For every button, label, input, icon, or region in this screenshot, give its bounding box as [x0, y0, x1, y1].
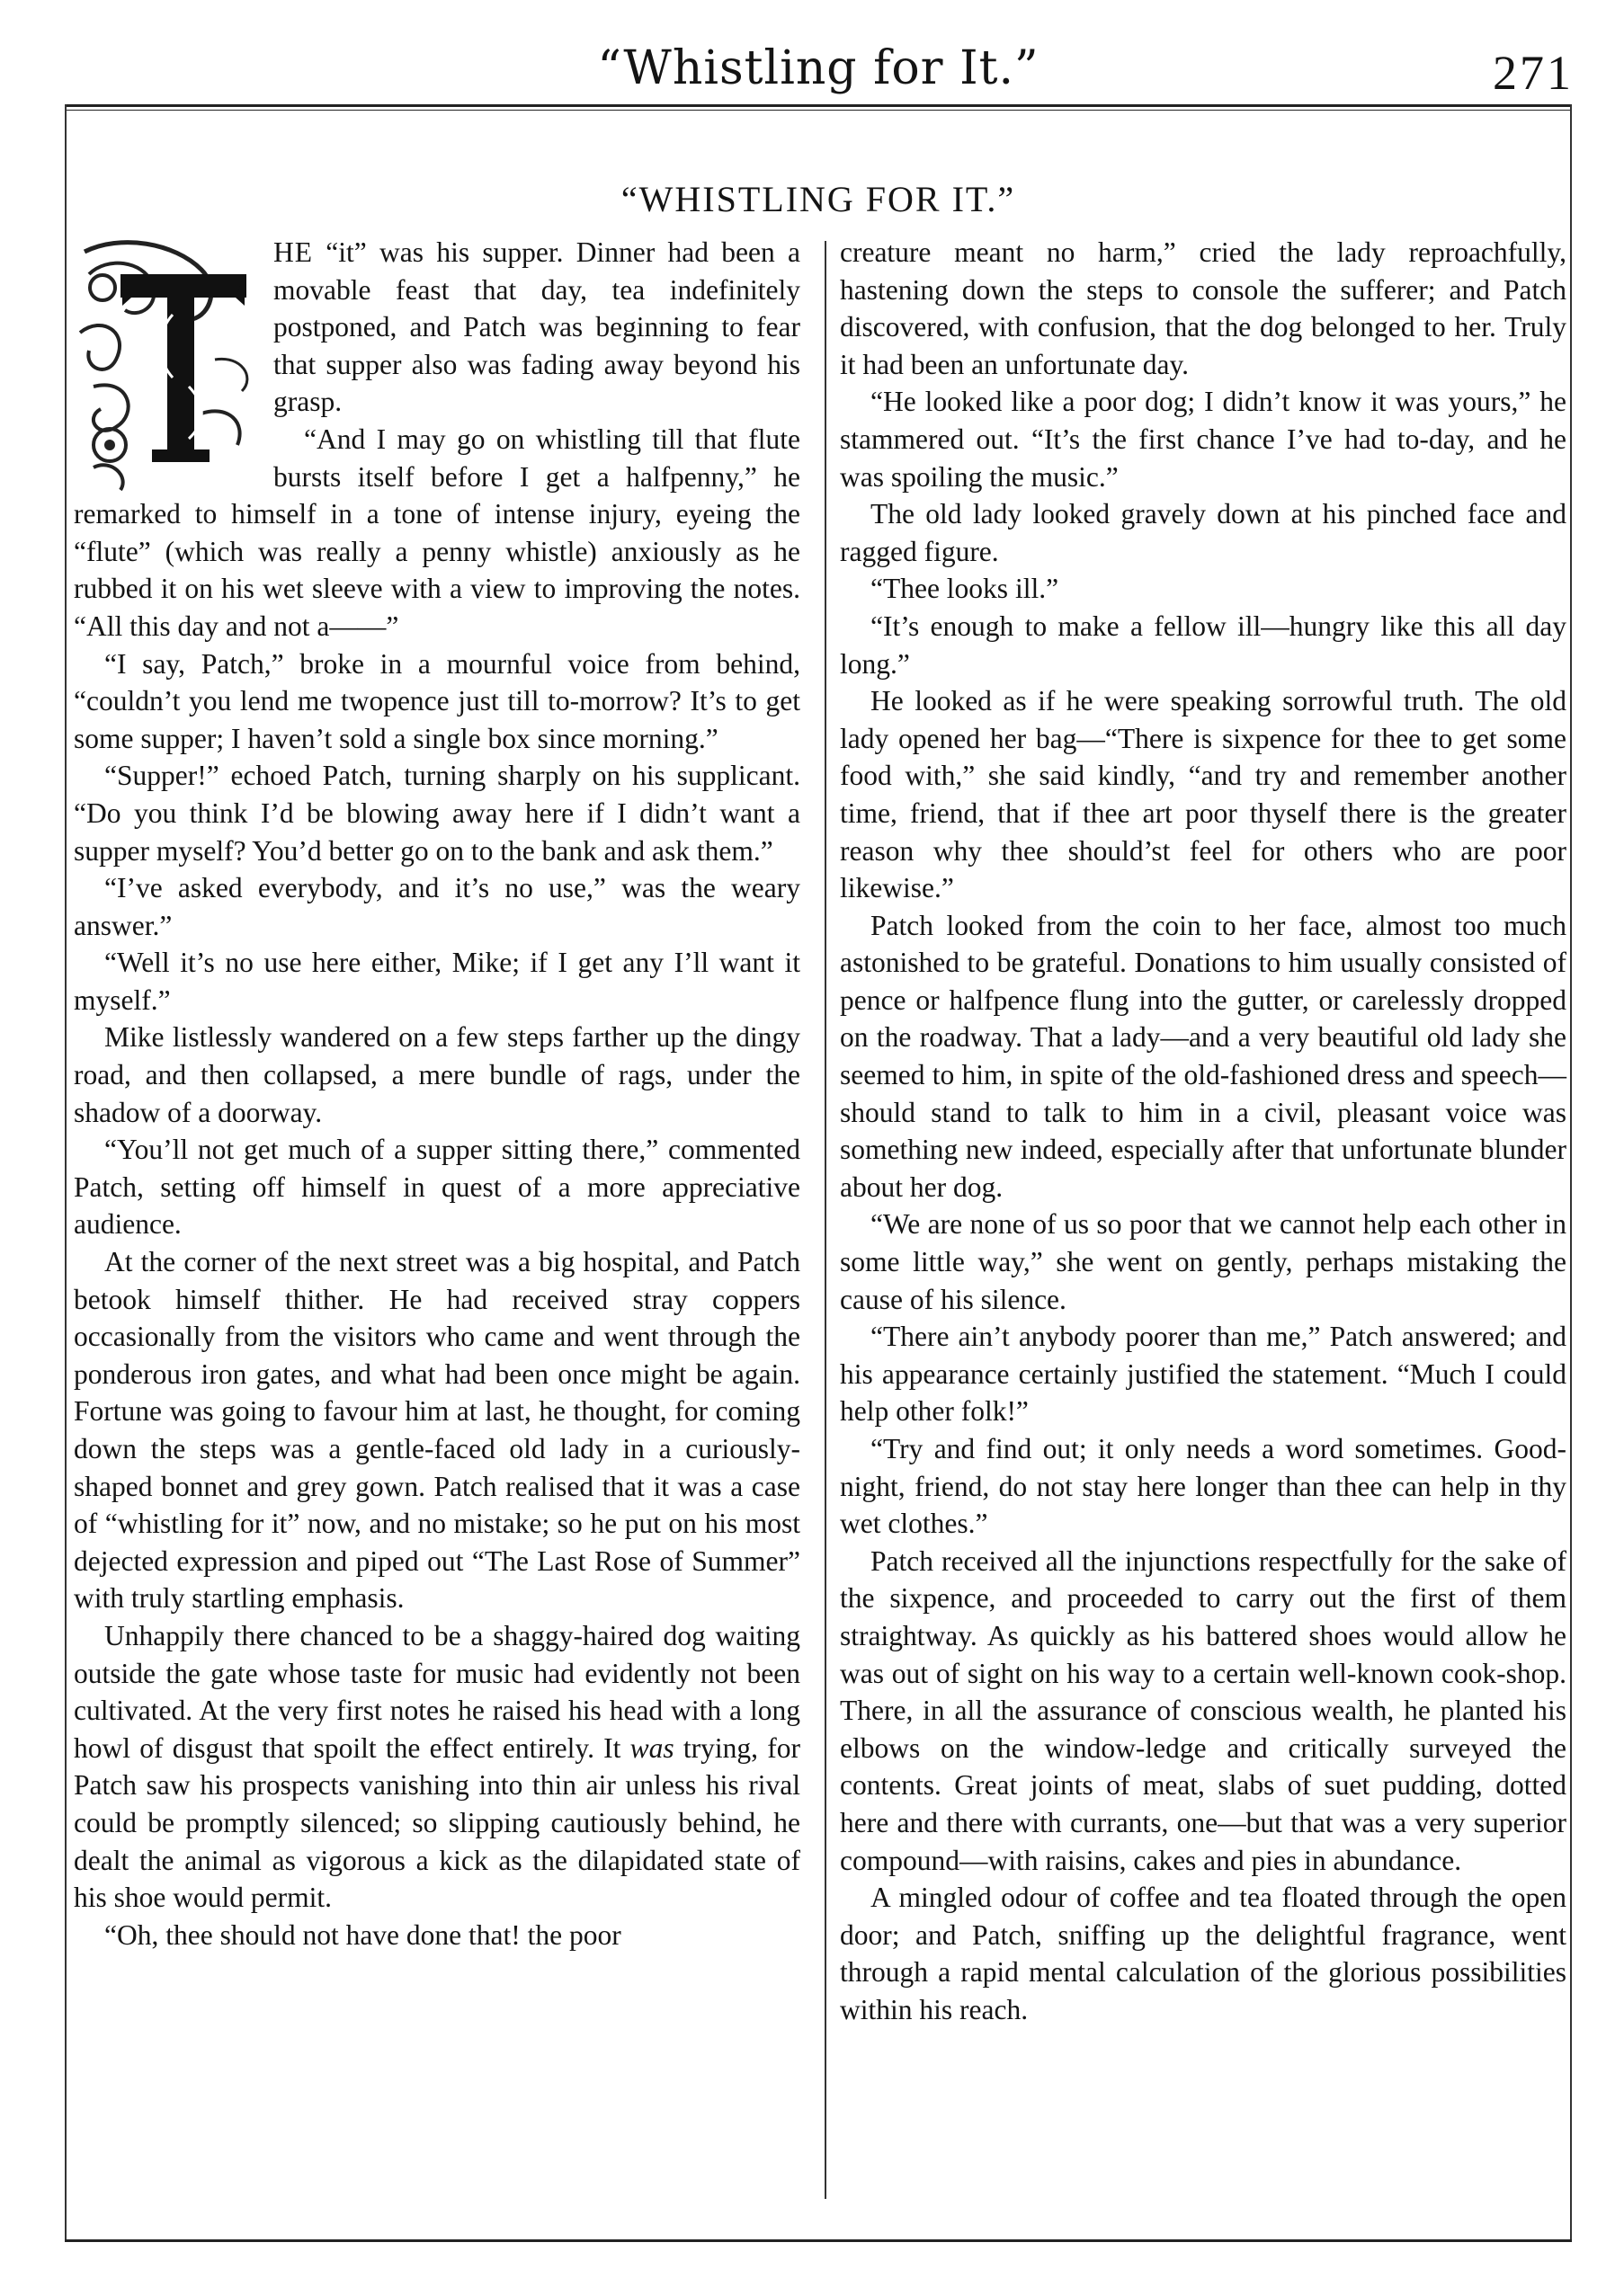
- paragraph: “Try and find out; it only needs a word sometimes. Good-night, friend, do not stay here longer than thee can help in thy wet clothes.”: [840, 1433, 1566, 1540]
- paragraph: “There ain’t anybody poorer than me,” Patch answered; and his appearance certainly justified the statement. “Much I could help other folk!”: [840, 1321, 1566, 1428]
- paragraph-text: Unhappily there chanced to be a shaggy-haired dog waiting outside the gate whose taste for music had evidently not been cultivated. At the very first notes he raised his head with a long howl of disgust that spoilt the effect entirely. It: [74, 1619, 800, 1764]
- top-rule-thin: [65, 110, 1572, 111]
- running-title: “Whistling for It.”: [597, 41, 1040, 95]
- paragraph: “I say, Patch,” broke in a mournful voice from behind, “couldn’t you lend me twopence just till to-morrow? It’s to get some supper; I haven’t sold a single box since morning.”: [74, 647, 800, 754]
- ornamental-drop-cap: [67, 234, 264, 494]
- paragraph: Mike listlessly wandered on a few steps farther up the dingy road, and then collapsed, a mere bundle of rags, under the shadow of a doorway.: [74, 1021, 800, 1128]
- paragraph: He looked as if he were speaking sorrowful truth. The old lady opened her bag—“There is sixpence for thee to get some food with,” she said kindly, “and try and remember another time, friend, that if thee art poor thyself there is the greater reason why thee should’st feel for others who are poor likewise.”: [840, 685, 1566, 904]
- paragraph: At the corner of the next street was a big hospital, and Patch betook himself thither. He had received stray coppers occasionally from the visitors who came and went through the ponderous iron gates, and what had been once might be again. Fortune was going to favour him at last, he thought, for coming down the steps was a gentle-faced old lady in a curiously-shaped bonnet and grey gown. Patch realised that it was a case of “whistling for it” now, and no mistake; so he put on his most dejected expression and piped out “The Last Rose of Summer” with truly startling emphasis.: [74, 1246, 800, 1615]
- svg-text:T: T: [181, 289, 182, 290]
- paragraph: Patch looked from the coin to her face, almost too much astonished to be grateful. Donations to him usually consisted of pence or halfpence flung into the gutter, or carelessly dropped on the roadway. That a lady—and a very beautiful old lady she seemed to him, in spite of the old-fashioned dress and speech—should stand to talk to him in a civil, pleasant voice was something new indeed, especially after that unfortunate blunder about her dog.: [840, 909, 1566, 1203]
- paragraph: “Oh, thee should not have done that! the poor: [104, 1918, 621, 1951]
- paragraph: “You’ll not get much of a supper sitting there,” commented Patch, setting off himself in quest of a more appreciative audience.: [74, 1134, 800, 1241]
- paragraph: “He looked like a poor dog; I didn’t know it was yours,” he stammered out. “It’s the first chance I’ve had to-day, and he was spoiling the music.”: [840, 386, 1566, 493]
- left-column: [74, 234, 800, 1953]
- paragraph: “Thee looks ill.”: [870, 573, 1059, 605]
- article-title: “WHISTLING FOR IT.”: [620, 179, 1016, 219]
- bottom-rule: [65, 2239, 1572, 2242]
- paragraph: “Supper!” echoed Patch, turning sharply on his supplicant. “Do you think I’d be blowing away here if I didn’t want a supper myself? You’d better go on to the bank and ask them.”: [74, 760, 800, 867]
- right-column: [840, 234, 1566, 2029]
- paragraph: [74, 1617, 800, 1917]
- paragraph: “We are none of us so poor that we cannot help each other in some little way,” she went on gently, perhaps mistaking the cause of his silence.: [840, 1208, 1566, 1315]
- emphasis-text: was: [629, 1731, 674, 1764]
- paragraph: “And I may go on whistling till that flute bursts itself before I get a halfpenny,” he remarked to himself in a tone of intense injury, eyeing the “flute” (which was really a penny whistle) anxiously as he rubbed it on his wet sleeve with a view to improving the notes. “All this day and not a——”: [74, 423, 800, 642]
- paragraph: “I’ve asked everybody, and it’s no use,” was the weary answer.”: [74, 872, 800, 941]
- paragraph: creature meant no harm,” cried the lady reproachfully, hastening down the steps to console the sufferer; and Patch discovered, with confusion, that the dog belonged to her. Truly it had been an unfortunate day.: [840, 236, 1566, 380]
- drop-cap-rest: HE: [273, 236, 313, 268]
- paragraph-text: trying, for Patch saw his prospects vanishing into thin air unless his rival could be promptly silenced; so slipping cautiously behind, he dealt the animal as vigorous a kick as the dilapidated state of his shoe would permit.: [74, 1731, 800, 1914]
- paragraph: A mingled odour of coffee and tea floated through the open door; and Patch, sniffing up the delightful fragrance, went through a rapid mental calculation of the glorious possibilities within his reach.: [840, 1882, 1566, 2025]
- top-rule: [65, 104, 1572, 107]
- paragraph: “It’s enough to make a fellow ill—hungry like this all day long.”: [840, 610, 1566, 680]
- paragraph-text: “it” was his supper. Dinner had been a movable feast that day, tea indefinitely postponed, and Patch was beginning to fear that supper also was fading away beyond his grasp.: [273, 236, 801, 418]
- frame-right-rule: [1570, 104, 1572, 2241]
- ornamental-drop-cap-icon: [67, 234, 264, 494]
- paragraph: “Well it’s no use here either, Mike; if I get any I’ll want it myself.”: [74, 947, 800, 1016]
- page-number: 271: [1493, 46, 1574, 100]
- paragraph: Patch received all the injunctions respectfully for the sake of the sixpence, and proceeded to carry out the first of them straightway. As quickly as his battered shoes would allow he was out of sight on his way to a certain well-known cook-shop. There, in all the assurance of conscious wealth, he planted his elbows on the window-ledge and critically surveyed the contents. Great joints of meat, slabs of suet pudding, dotted here and there with currants, one—but that was a very superior compound—with raisins, cakes and pies in abundance.: [840, 1544, 1566, 1876]
- running-head: [63, 25, 1574, 115]
- paragraph: [74, 234, 800, 421]
- paragraph: The old lady looked gravely down at his pinched face and ragged figure.: [840, 498, 1566, 567]
- column-divider: [825, 241, 826, 2199]
